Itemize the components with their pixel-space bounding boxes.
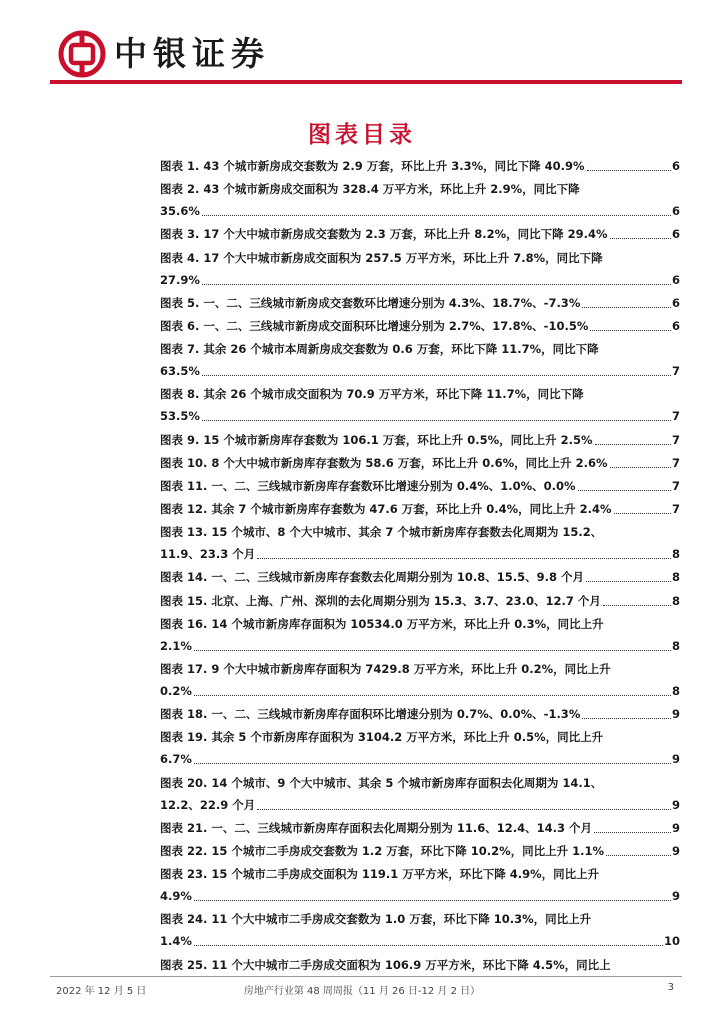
- dot-leader: [194, 945, 663, 946]
- toc-entry[interactable]: [160, 566, 680, 588]
- dot-leader: [578, 490, 671, 491]
- toc-entry-line: [160, 178, 680, 200]
- toc-page-number: 7: [671, 478, 680, 493]
- toc-entry-line: [160, 475, 680, 497]
- toc-entry-line: [160, 885, 680, 907]
- toc-entry[interactable]: [160, 726, 680, 770]
- toc-entry[interactable]: [160, 292, 680, 314]
- toc-entry[interactable]: [160, 908, 680, 952]
- dot-leader: [587, 170, 671, 171]
- toc-list: [160, 155, 680, 976]
- toc-entry-line: [160, 703, 680, 725]
- toc-entry-line: [160, 680, 680, 702]
- toc-entry-text: 图表 25. 11 个大中城市二手房成交面积为 106.9 万平方米，环比下降 4.5%，同比上: [160, 957, 611, 972]
- toc-page-number: 7: [671, 432, 680, 447]
- toc-entry-line: [160, 223, 680, 245]
- toc-entry-line: [160, 772, 680, 794]
- toc-entry-text: 图表 2. 43 个城市新房成交面积为 328.4 万平方米，环比上升 2.9%，同比下降: [160, 182, 580, 197]
- toc-entry-continuation: 53.5%: [160, 409, 200, 424]
- footer-divider: [50, 976, 682, 977]
- toc-entry-continuation: 6.7%: [160, 752, 192, 767]
- dot-leader: [194, 695, 671, 696]
- toc-entry-text: 图表 12. 其余 7 个城市新房库存套数为 47.6 万套，环比上升 0.4%，同比上升 2.4%: [160, 502, 612, 517]
- dot-leader: [610, 238, 671, 239]
- dot-leader: [194, 650, 671, 651]
- toc-entry[interactable]: [160, 498, 680, 520]
- toc-entry-text: 图表 24. 11 个大中城市二手房成交套数为 1.0 万套，环比下降 10.3%，同比上升: [160, 912, 592, 927]
- toc-entry-text: 图表 19. 其余 5 个市新房库存面积为 3104.2 万平方米，环比上升 0.5%，同比上升: [160, 730, 604, 745]
- toc-entry-line: [160, 200, 680, 222]
- header-divider: [50, 80, 682, 84]
- toc-entry-text: 图表 18. 一、二、三线城市新房库存面积环比增速分别为 0.7%、0.0%、-1.3%: [160, 707, 581, 722]
- toc-page-number: 8: [671, 684, 680, 698]
- toc-entry-text: 图表 3. 17 个大中城市新房成交套数为 2.3 万套，环比上升 8.2%，同比下降 29.4%: [160, 227, 608, 242]
- dot-leader: [603, 605, 671, 606]
- toc-entry-text: 图表 14. 一、二、三线城市新房库存套数去化周期分别为 10.8、15.5、9.8 个月: [160, 570, 585, 585]
- toc-page-number: 7: [671, 502, 680, 517]
- footer-report-title: 房地产行业第 48 周周报（11 月 26 日-12 月 2 日）: [243, 986, 481, 997]
- dot-leader: [606, 855, 671, 856]
- toc-entry-continuation: 63.5%: [160, 364, 200, 379]
- toc-entry-text: 图表 6. 一、二、三线城市新房成交面积环比增速分别为 2.7%、17.8%、-10.5%: [160, 318, 589, 333]
- toc-entry[interactable]: [160, 954, 680, 976]
- toc-entry-line: [160, 521, 680, 543]
- toc-page-number: 9: [671, 889, 680, 904]
- toc-entry[interactable]: [160, 429, 680, 451]
- dot-leader: [202, 215, 671, 216]
- toc-entry-text: 图表 10. 8 个大中城市新房库存套数为 58.6 万套，环比上升 0.6%，同比上升 2.6%: [160, 455, 608, 470]
- toc-entry-line: [160, 292, 680, 314]
- toc-page-number: 9: [671, 707, 680, 722]
- toc-entry-text: 图表 1. 43 个城市新房成交套数为 2.9 万套，环比上升 3.3%，同比下降 40.9%: [160, 159, 585, 173]
- toc-page-number: 6: [671, 295, 680, 310]
- toc-entry-line: [160, 543, 680, 565]
- toc-page-number: 9: [671, 797, 680, 812]
- toc-entry-line: [160, 840, 680, 862]
- toc-entry-line: [160, 360, 680, 382]
- toc-entry-line: [160, 566, 680, 588]
- dot-leader: [257, 558, 671, 559]
- toc-entry-line: [160, 658, 680, 680]
- toc-entry-line: [160, 817, 680, 839]
- toc-entry-text: 图表 22. 15 个城市二手房成交套数为 1.2 万套，环比下降 10.2%，同比上升 1.1%: [160, 843, 605, 858]
- dot-leader: [202, 375, 671, 376]
- toc-entry-line: [160, 930, 680, 952]
- dot-leader: [594, 832, 671, 833]
- dot-leader: [614, 513, 671, 514]
- toc-entry-text: 图表 11. 一、二、三线城市新房库存套数环比增速分别为 0.4%、1.0%、0.0%: [160, 478, 576, 493]
- toc-entry-line: [160, 908, 680, 930]
- toc-page-number: 9: [671, 752, 680, 767]
- toc-entry[interactable]: [160, 817, 680, 839]
- toc-page-number: 8: [671, 638, 680, 653]
- toc-entry[interactable]: [160, 772, 680, 816]
- page-header: [0, 0, 724, 90]
- toc-page-number: 8: [671, 547, 680, 562]
- toc-page-number: 9: [671, 820, 680, 835]
- dot-leader: [582, 718, 671, 719]
- dot-leader: [202, 284, 671, 285]
- dot-leader: [586, 581, 671, 582]
- dot-leader: [194, 763, 671, 764]
- footer-page-number: 3: [667, 982, 674, 993]
- toc-entry[interactable]: [160, 155, 680, 177]
- toc-entry[interactable]: [160, 613, 680, 657]
- toc-page-number: 7: [671, 455, 680, 470]
- toc-entry-text: 图表 17. 9 个大中城市新房库存面积为 7429.8 万平方米，环比上升 0.2%，同比上升: [160, 662, 611, 676]
- toc-entry-text: 图表 21. 一、二、三线城市新房库存面积去化周期分别为 11.6、12.4、14.3 个月: [160, 820, 593, 835]
- dot-leader: [590, 330, 671, 331]
- footer-date: 2022 年 12 月 5 日: [56, 986, 147, 997]
- toc-entry-line: [160, 429, 680, 451]
- toc-entry[interactable]: [160, 247, 680, 291]
- toc-entry-line: [160, 315, 680, 337]
- toc-page-number: 7: [671, 409, 680, 424]
- toc-entry[interactable]: [160, 658, 680, 702]
- toc-page-number: 8: [671, 570, 680, 585]
- toc-entry-line: [160, 383, 680, 405]
- toc-entry-line: [160, 863, 680, 885]
- dot-leader: [202, 420, 671, 421]
- toc-entry-text: 图表 20. 14 个城市、9 个大中城市、其余 5 个城市新房库存面积去化周期为 14.1、: [160, 775, 603, 790]
- toc-entry-text: 图表 16. 14 个城市新房库存面积为 10534.0 万平方米，环比上升 0.3%，同比上升: [160, 616, 604, 631]
- toc-page-number: 6: [671, 227, 680, 242]
- toc-entry-continuation: 27.9%: [160, 272, 200, 287]
- toc-entry-line: [160, 635, 680, 657]
- toc-entry[interactable]: [160, 475, 680, 497]
- toc-entry-line: [160, 794, 680, 816]
- toc-page-number: 6: [671, 272, 680, 287]
- toc-entry-continuation: 0.2%: [160, 684, 192, 698]
- toc-entry[interactable]: [160, 315, 680, 337]
- dot-leader: [194, 900, 671, 901]
- toc-entry[interactable]: [160, 863, 680, 907]
- dot-leader: [257, 809, 671, 810]
- toc-entry-line: [160, 405, 680, 427]
- toc-entry-continuation: 4.9%: [160, 889, 192, 904]
- toc-entry-line: [160, 155, 680, 177]
- toc-entry-text: 图表 23. 15 个城市二手房成交面积为 119.1 万平方米，环比下降 4.9%，同比上升: [160, 867, 600, 882]
- toc-entry-line: [160, 452, 680, 474]
- toc-entry-text: 图表 13. 15 个城市、8 个大中城市、其余 7 个城市新房库存套数去化周期为 15.2、: [160, 525, 603, 540]
- toc-page-number: 6: [671, 318, 680, 333]
- toc-entry-line: [160, 338, 680, 360]
- dot-leader: [595, 444, 671, 445]
- toc-entry-continuation: 12.2、22.9 个月: [160, 797, 256, 812]
- toc-entry[interactable]: [160, 338, 680, 382]
- toc-entry[interactable]: [160, 521, 680, 565]
- toc-entry-line: [160, 269, 680, 291]
- toc-entry-continuation: 1.4%: [160, 934, 192, 949]
- toc-entry-line: [160, 726, 680, 748]
- dot-leader: [610, 467, 671, 468]
- toc-entry[interactable]: [160, 703, 680, 725]
- toc-entry-text: 图表 15. 北京、上海、广州、深圳的去化周期分别为 15.3、3.7、23.0、12.7 个月: [160, 593, 601, 608]
- toc-entry-text: 图表 5. 一、二、三线城市新房成交套数环比增速分别为 4.3%、18.7%、-7.3%: [160, 295, 581, 310]
- toc-page-number: 8: [671, 593, 680, 608]
- toc-page-number: 7: [671, 364, 680, 379]
- toc-entry-text: 图表 7. 其余 26 个城市本周新房成交套数为 0.6 万套，环比下降 11.7%，同比下降: [160, 342, 599, 357]
- dot-leader: [582, 307, 671, 308]
- toc-entry-line: [160, 748, 680, 770]
- toc-entry-text: 图表 4. 17 个大中城市新房成交面积为 257.5 万平方米，环比上升 7.8%，同比下降: [160, 250, 603, 265]
- toc-page-number: 6: [671, 159, 680, 173]
- toc-entry-text: 图表 9. 15 个城市新房库存套数为 106.1 万套，环比上升 0.5%，同比上升 2.5%: [160, 432, 593, 447]
- toc-entry-line: [160, 498, 680, 520]
- brand-name: 中银证券: [114, 34, 270, 73]
- toc-page-number: 9: [671, 843, 680, 858]
- toc-title: 图表目录: [308, 122, 416, 148]
- bank-of-china-logo-icon: [58, 30, 106, 78]
- toc-entry[interactable]: [160, 452, 680, 474]
- toc-entry-text: 图表 8. 其余 26 个城市成交面积为 70.9 万平方米，环比下降 11.7%，同比下降: [160, 387, 584, 402]
- toc-entry-line: [160, 954, 680, 976]
- toc-entry-line: [160, 613, 680, 635]
- toc-page-number: 10: [663, 934, 680, 949]
- toc-entry-continuation: 11.9、23.3 个月: [160, 547, 256, 562]
- toc-entry-continuation: 35.6%: [160, 204, 200, 219]
- toc-clip: [0, 155, 724, 976]
- toc-entry[interactable]: [160, 178, 680, 222]
- toc-entry[interactable]: [160, 383, 680, 427]
- toc-entry[interactable]: [160, 223, 680, 245]
- toc-entry-line: [160, 247, 680, 269]
- toc-entry[interactable]: [160, 590, 680, 612]
- toc-entry-line: [160, 590, 680, 612]
- toc-page-number: 6: [671, 204, 680, 219]
- toc-entry[interactable]: [160, 840, 680, 862]
- toc-entry-continuation: 2.1%: [160, 638, 192, 653]
